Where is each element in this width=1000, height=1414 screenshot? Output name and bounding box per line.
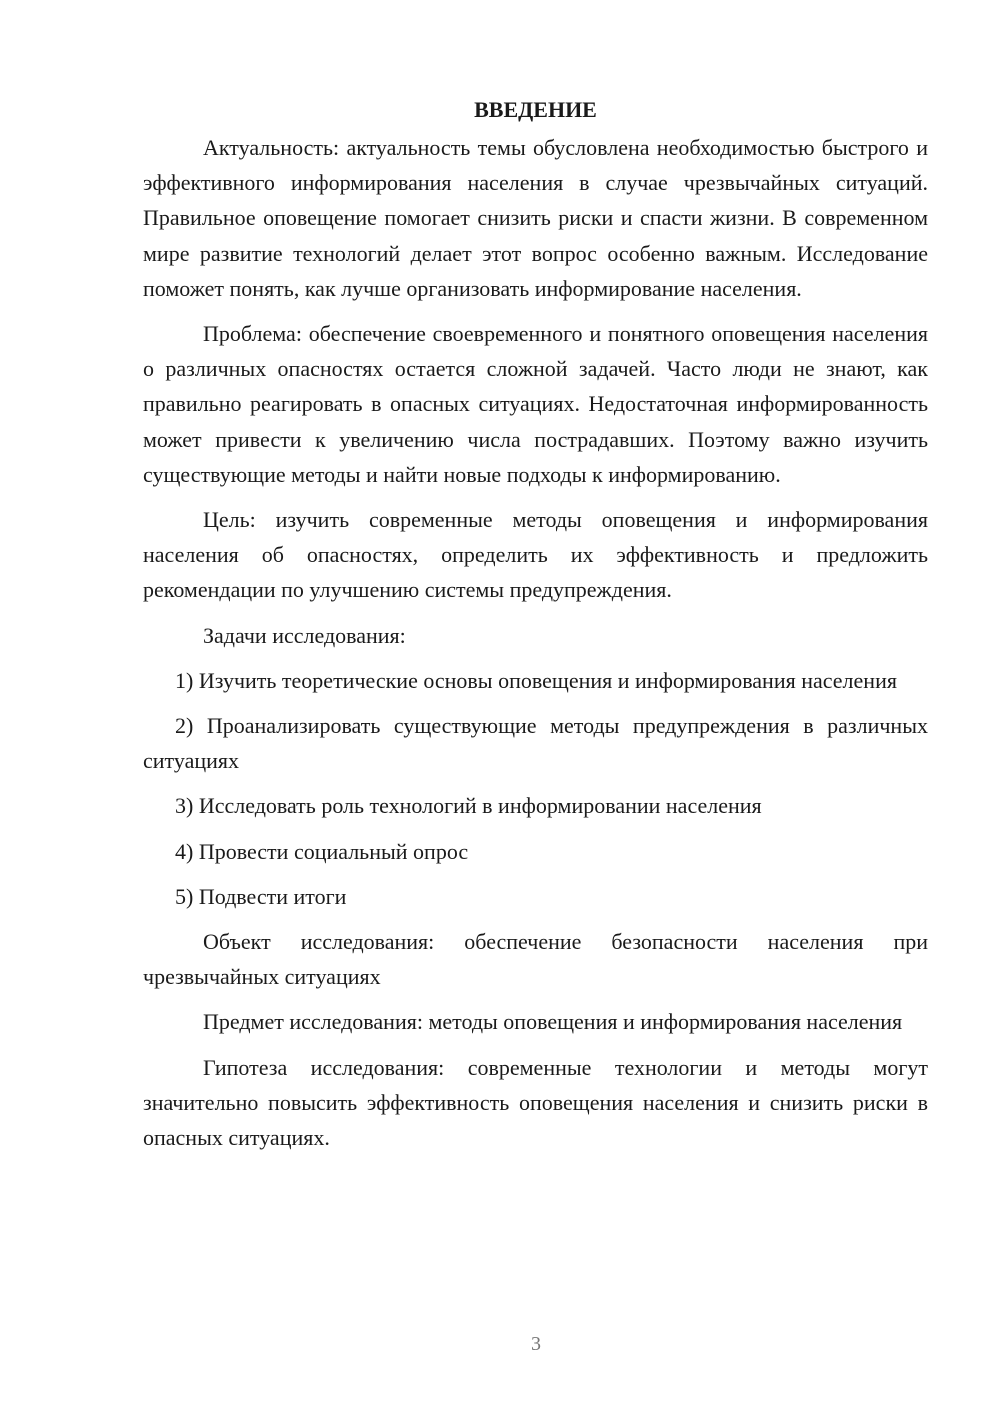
- hypothesis-paragraph: Гипотеза исследования: современные технологии и методы могут значительно повысить эффективность оповещения населения и снизить риски в опасных ситуациях.: [143, 1054, 928, 1151]
- list-item: 3) Исследовать роль технологий в информировании населения: [175, 793, 762, 819]
- list-item: 5) Подвести итоги: [175, 883, 347, 909]
- document-page: [143, 92, 928, 1165]
- subject-paragraph: Предмет исследования: методы оповещения и информирования населения: [203, 1009, 903, 1035]
- list-item: 1) Изучить теоретические основы оповещения и информирования населения: [175, 667, 897, 693]
- tasks-heading: Задачи исследования:: [203, 622, 406, 648]
- list-item: 2) Проанализировать существующие методы предупреждения в различных ситуациях: [143, 713, 928, 774]
- problem-paragraph: Проблема: обеспечение своевременного и понятного оповещения населения о различных опасностях остается сложной задачей. Часто люди не знают, как правильно реагировать в опасных ситуациях. Недостаточная информированность может привести к увеличению числа пострадавших. Поэтому важно изучить существующие методы и найти новые подходы к информированию.: [143, 321, 928, 487]
- list-item: 4) Провести социальный опрос: [175, 838, 469, 864]
- page-number: 3: [531, 1333, 541, 1355]
- goal-paragraph: Цель: изучить современные методы оповещения и информирования населения об опасностях, определить их эффективность и предложить рекомендации по улучшению системы предупреждения.: [143, 507, 928, 603]
- page-title: ВВЕДЕНИЕ: [474, 97, 597, 122]
- relevance-paragraph: Актуальность: актуальность темы обусловлена необходимостью быстрого и эффективного информирования населения в случае чрезвычайных ситуаций. Правильное оповещение помогает снизить риски и спасти жизни. В современном мире развитие технологий делает этот вопрос особенно важным. Исследование поможет понять, как лучше организовать информирование населения.: [143, 135, 928, 301]
- object-paragraph: Объект исследования: обеспечение безопасности населения при чрезвычайных ситуациях: [143, 929, 928, 990]
- tasks-list: [143, 663, 928, 914]
